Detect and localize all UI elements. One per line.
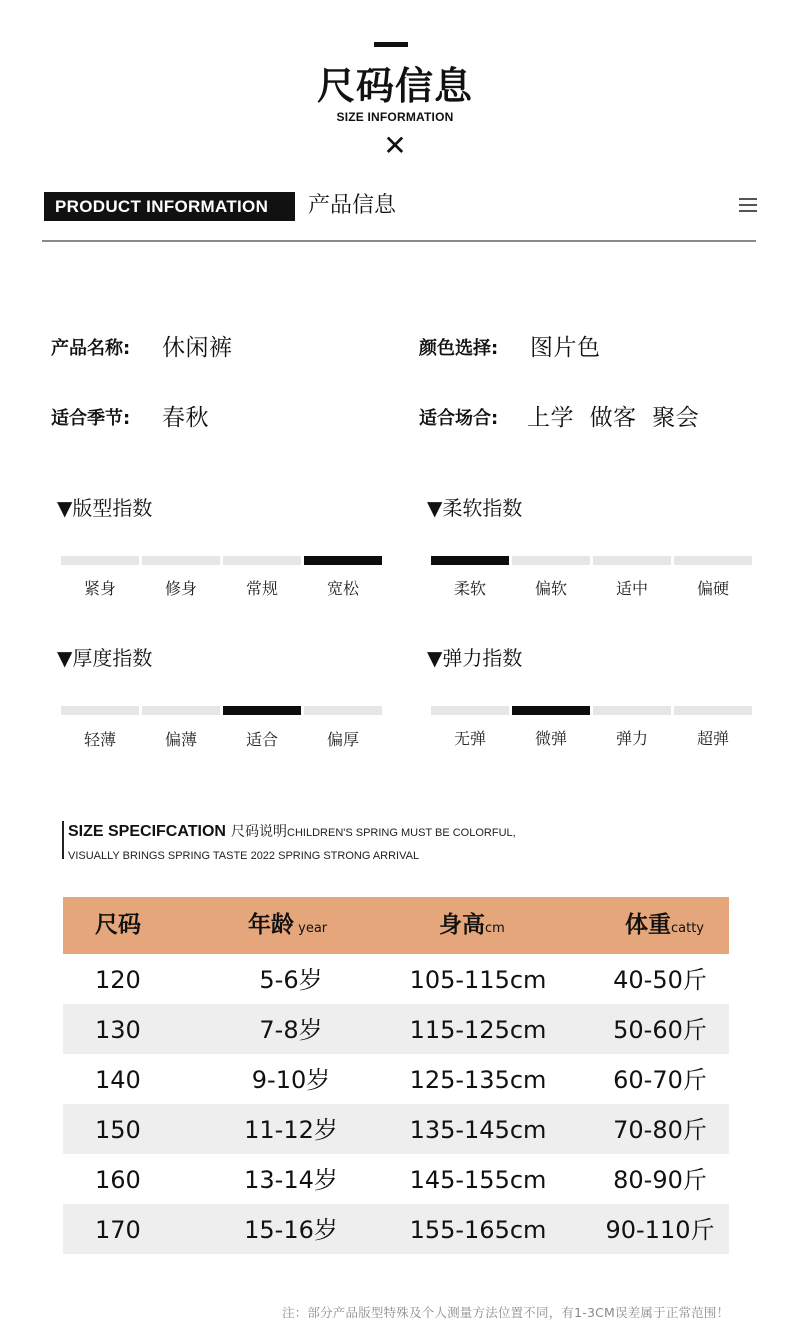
age-cell: 9-10岁 (251, 1066, 331, 1094)
spec-title-cn: 尺码说明 (231, 824, 288, 840)
spec-tagline-2: VISUALLY BRINGS SPRING TASTE 2022 SPRING STRONG ARRIVAL (68, 850, 420, 862)
table-header (63, 897, 729, 954)
thickness-index-scale (61, 706, 383, 715)
spec-rule (62, 821, 64, 859)
fit-option-label: 修身 (164, 579, 197, 598)
softness-option-label: 偏软 (534, 579, 567, 598)
spec-tagline-1: CHILDREN'S SPRING MUST BE COLORFUL, (287, 827, 516, 839)
age-cell: 15-16岁 (244, 1216, 338, 1244)
footer-note: 注：部分产品版型特殊及个人测量方法位置不同，有1-3CM误差属于正常范围！ (282, 1305, 730, 1320)
size-cell: 120 (95, 966, 141, 994)
scale-segment-selected (512, 706, 590, 715)
height-cell: 125-135cm (409, 1066, 547, 1094)
weight-cell: 90-110斤 (605, 1216, 715, 1244)
table-row (63, 1154, 729, 1204)
scale-segment-selected (431, 556, 509, 565)
header-age: 年龄 year (248, 912, 328, 938)
size-cell: 130 (95, 1016, 141, 1044)
height-cell: 115-125cm (409, 1016, 547, 1044)
product-information-label: PRODUCT INFORMATION (44, 192, 295, 221)
scale-segment (512, 556, 590, 565)
table-row (63, 1204, 729, 1254)
scale-segment (304, 706, 382, 715)
page-subtitle: SIZE INFORMATION (336, 110, 454, 124)
softness-index-scale (431, 556, 753, 565)
weight-cell: 80-90斤 (613, 1166, 707, 1194)
thickness-index-title: ▼厚度指数 (57, 646, 153, 670)
height-cell: 155-165cm (409, 1216, 547, 1244)
size-cell: 170 (95, 1216, 141, 1244)
product-information-cn-label: 产品信息 (308, 193, 397, 218)
header-height: 身高cm (439, 912, 505, 938)
thickness-option-label: 轻薄 (83, 730, 116, 749)
height-cell: 135-145cm (409, 1116, 547, 1144)
weight-cell: 40-50斤 (613, 966, 707, 994)
page-title: 尺码信息 (316, 64, 473, 108)
scale-segment (142, 556, 220, 565)
season-label: 适合季节: (51, 408, 131, 429)
elasticity-option-label: 弹力 (615, 729, 648, 748)
table-row (63, 954, 729, 1004)
fit-option-label: 紧身 (83, 579, 116, 598)
size-cell: 150 (95, 1116, 141, 1144)
weight-cell: 70-80斤 (613, 1116, 707, 1144)
scale-segment (674, 556, 752, 565)
header-weight: 体重catty (625, 912, 705, 938)
elasticity-option-label: 超弹 (696, 729, 729, 748)
size-table (63, 897, 729, 1254)
scale-segment (223, 556, 301, 565)
softness-index-title: ▼柔软指数 (427, 496, 523, 520)
softness-option-label: 偏硬 (696, 579, 729, 598)
weight-cell: 50-60斤 (613, 1016, 707, 1044)
scale-segment (431, 706, 509, 715)
elasticity-option-label: 无弹 (453, 729, 486, 748)
x-mark-icon: ✕ (383, 129, 407, 162)
menu-icon[interactable] (739, 198, 757, 214)
weight-cell: 60-70斤 (613, 1066, 707, 1094)
age-cell: 5-6岁 (259, 966, 323, 994)
scale-segment-selected (223, 706, 301, 715)
thickness-option-label: 偏厚 (326, 730, 359, 749)
color-label: 颜色选择: (419, 338, 499, 359)
scale-segment (593, 556, 671, 565)
section-divider (42, 240, 756, 242)
elasticity-index-scale (431, 706, 753, 715)
top-dash-divider (374, 42, 408, 47)
fit-index-scale (61, 556, 383, 565)
fit-index-title: ▼版型指数 (57, 496, 153, 520)
elasticity-option-label: 微弹 (534, 729, 567, 748)
thickness-option-label: 偏薄 (164, 730, 197, 749)
scale-segment (61, 706, 139, 715)
thickness-option-label: 适合 (245, 730, 278, 749)
fit-option-label: 常规 (245, 579, 278, 598)
spec-title-en: SIZE SPECIFCATION (68, 823, 226, 840)
scale-segment (593, 706, 671, 715)
softness-option-label: 适中 (615, 579, 648, 598)
scale-segment-selected (304, 556, 382, 565)
product-name-value: 休闲裤 (162, 335, 233, 361)
age-cell: 7-8岁 (259, 1016, 323, 1044)
spec-tagline-line (68, 845, 419, 865)
table-body (63, 954, 729, 1254)
occasion-label: 适合场合: (419, 408, 499, 429)
scale-segment (61, 556, 139, 565)
fit-option-label: 宽松 (326, 579, 359, 598)
table-row (63, 1004, 729, 1054)
table-row (63, 1054, 729, 1104)
softness-option-label: 柔软 (453, 579, 486, 598)
season-value: 春秋 (162, 405, 209, 431)
age-cell: 11-12岁 (244, 1116, 338, 1144)
size-cell: 140 (95, 1066, 141, 1094)
product-name-label: 产品名称: (51, 338, 131, 359)
scale-segment (674, 706, 752, 715)
scale-segment (142, 706, 220, 715)
height-cell: 145-155cm (409, 1166, 547, 1194)
table-row (63, 1104, 729, 1154)
color-value: 图片色 (530, 335, 601, 361)
height-cell: 105-115cm (409, 966, 547, 994)
size-cell: 160 (95, 1166, 141, 1194)
elasticity-index-title: ▼弹力指数 (427, 646, 523, 670)
spec-heading (68, 820, 516, 844)
age-cell: 13-14岁 (244, 1166, 338, 1194)
occasion-value: 上学 做客 聚会 (527, 405, 700, 431)
header-size: 尺码 (95, 912, 141, 938)
